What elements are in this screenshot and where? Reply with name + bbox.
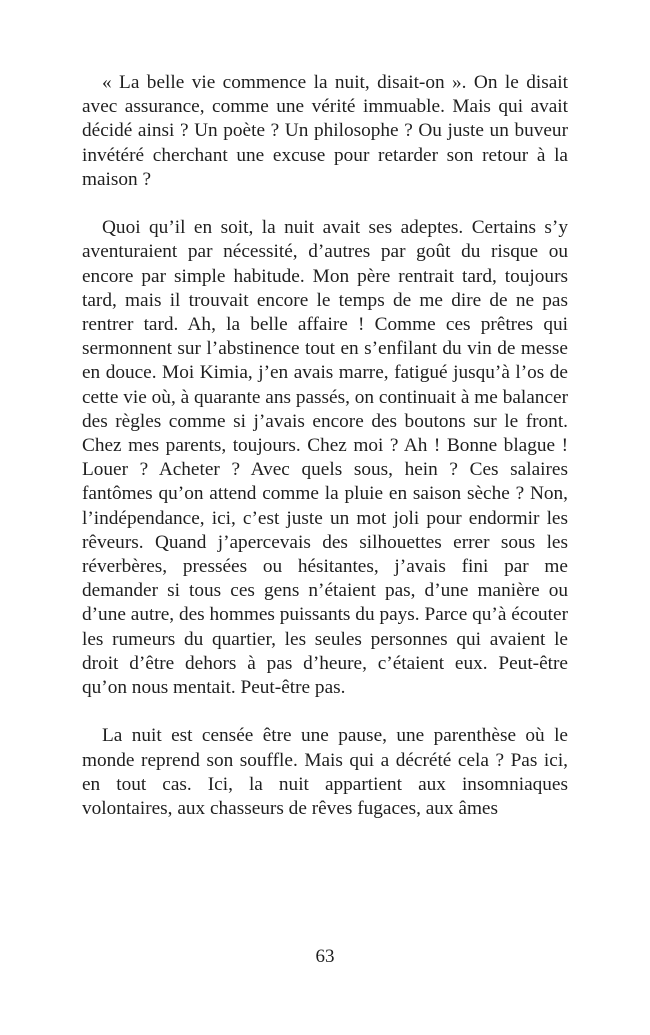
- paragraph-3: La nuit est censée être une pause, une parenthèse où le monde reprend son souffle. Mais qui a décrété cela ? Pas ici, en tout cas. Ici, la nuit appartient aux insomniaques volontaires, aux chasseurs de rêves fugaces, aux âmes: [82, 725, 568, 820]
- paragraph-2: Quoi qu’il en soit, la nuit avait ses adeptes. Certains s’y aventuraient par nécessité, d’autres par goût du risque ou encore par simple habitude. Mon père rentrait tard, toujours tard, mais il trouvait encore le temps de me dire de ne pas rentrer tard. Ah, la belle affaire ! Comme ces prêtres qui sermonnent sur l’abstinence tout en s’enfilant du vin de messe en douce. Moi Kimia, j’en avais marre, fatigué jusqu’à l’os de cette vie où, à quarante ans passés, on continuait à me balancer des règles comme si j’avais encore des boutons sur le front. Chez mes parents, toujours. Chez moi ? Ah ! Bonne blague ! Louer ? Acheter ? Avec quels sous, hein ? Ces salaires fantômes qu’on attend comme la pluie en saison sèche ? Non, l’indépendance, ici, c’est juste un mot joli pour endormir les rêveurs. Quand j’apercevais des silhouettes errer sous les réverbères, pressées ou hésitantes, j’avais fini par me demander si tous ces gens n’étaient pas, d’une manière ou d’une autre, des hommes puissants du pays. Parce qu’à écouter les rumeurs du quartier, les seules personnes qui avaient le droit d’être dehors à pas d’heure, c’étaient eux. Peut-être qu’on nous mentait. Peut-être pas.: [82, 217, 568, 699]
- paragraph-1: « La belle vie commence la nuit, disait-on ». On le disait avec assurance, comme une vérité immuable. Mais qui avait décidé ainsi ? Un poète ? Un philosophe ? Ou juste un buveur invétéré cherchant une excuse pour retarder son retour à la maison ?: [82, 72, 568, 190]
- page-number: 63: [315, 946, 335, 967]
- body-text: [82, 71, 568, 821]
